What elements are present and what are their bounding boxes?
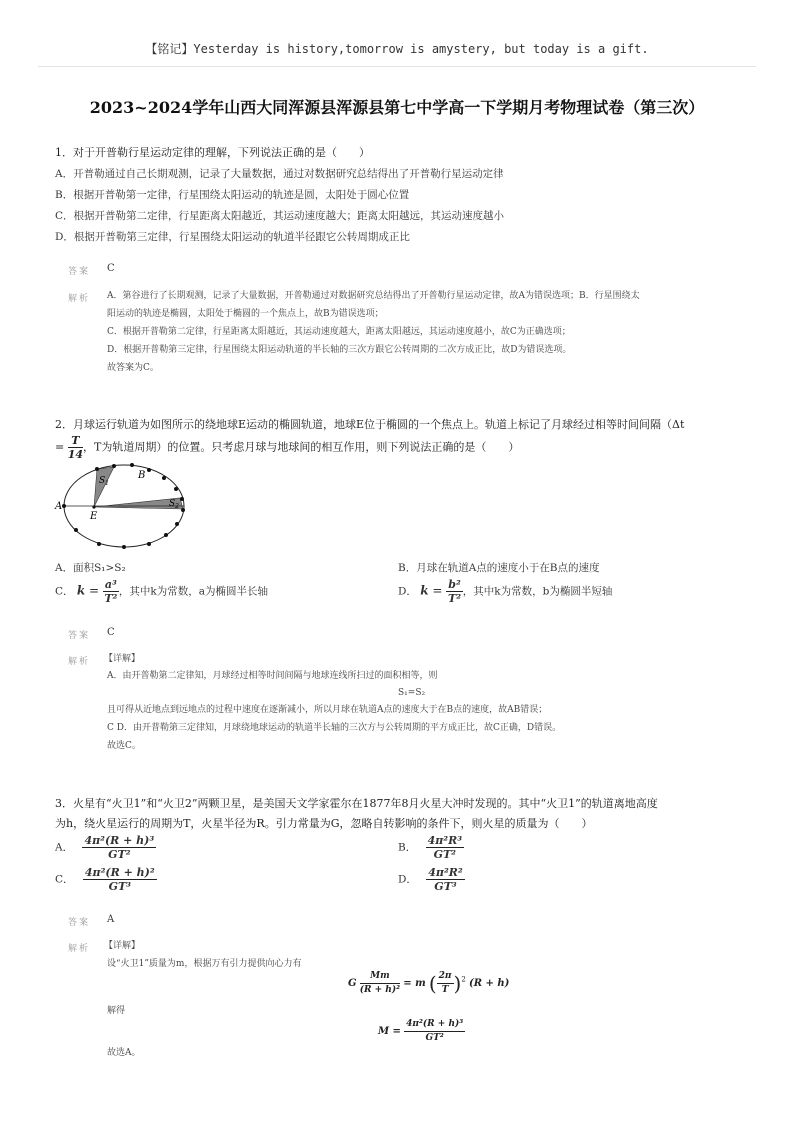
- q3-stem-line1: 3．火星有“火卫1”和“火卫2”两颗卫星，是美国天文学家霍尔在1877年8月火星大冲时发现的。其中“火卫1”的轨道离地高度: [55, 797, 658, 810]
- q1-analysis-line: A．第谷进行了长期观测，记录了大量数据，开普勒通过对数据研究总结得出了开普勒行星运动定律，故A为错误选项；B．行星围绕太: [107, 291, 640, 301]
- q2-stem-line2: = $\frac{T}{14}$ ，T为轨道周期）的位置。只考虑月球与地球间的相互作用，则下列说法正确的是（ ）: [55, 434, 520, 461]
- page-title: 2023~2024学年山西大同浑源县浑源县第七中学高一下学期月考物理试卷（第三次）: [89, 98, 705, 117]
- q2-option-b: B．月球在轨道A点的速度小于在B点的速度: [398, 562, 600, 574]
- area-s1: [94, 467, 114, 507]
- q2-analysis-tag: 解析: [68, 657, 91, 667]
- q2-option-d: D． k = $\frac{\text{b²}}{\text{T²}}$ ，其中k为常数，b为椭圆半短轴: [398, 578, 613, 605]
- q1-answer-tag: 答案: [68, 267, 91, 277]
- q1-answer: C: [107, 263, 115, 274]
- q1-analysis-line: 阳运动的轨迹是椭圆，太阳处于椭圆的一个焦点上，故B为错误选项；: [107, 309, 384, 319]
- q1-analysis-line: 故答案为C。: [107, 363, 159, 373]
- q2-option-a: A．面积S₁>S₂: [55, 562, 126, 574]
- label-s1: $S_1$: [99, 476, 109, 487]
- q2-frac-num: T: [68, 434, 83, 448]
- q3-option-b: B． $\frac{\text{4π²R³}}{\text{GT²}}$: [398, 834, 463, 861]
- earth-focus: [92, 505, 95, 508]
- q1-analysis-tag: 解析: [68, 294, 91, 304]
- q3-analysis-line: 设“火卫1”质量为m，根据万有引力提供向心力有: [107, 959, 302, 969]
- q1-option-a: A．开普勒通过自己长期观测，记录了大量数据，通过对数据研究总结得出了开普勒行星运动定律: [55, 168, 504, 180]
- label-b: B: [138, 470, 146, 481]
- q3-option-d: D． $\frac{\text{4π²R²}}{\text{GT³}}$: [398, 866, 463, 893]
- label-s2: $S_2$: [169, 499, 179, 510]
- q2-option-c: C． k = $\frac{\text{a³}}{\text{T²}}$ ，其中k为常数，a为椭圆半长轴: [55, 578, 268, 605]
- q2-analysis-eq: S₁=S₂: [398, 688, 426, 698]
- orbit-diagram: [54, 458, 204, 554]
- q3-equation-1: G $\frac{Mm}{\text{(R + h)²}}$ = m ( $\frac{2\pi}{T}$ )$^2$ (R + h): [348, 971, 510, 996]
- label-a: A: [55, 501, 63, 512]
- q1-option-c: C．根据开普勒第二定律，行星距离太阳越近，其运动速度越大；距离太阳越远，其运动速度越小: [55, 210, 505, 222]
- q3-analysis-line: 故选A。: [107, 1048, 141, 1058]
- q2-stem-line1: 2．月球运行轨道为如图所示的绕地球E运动的椭圆轨道，地球E位于椭圆的一个焦点上。轨道上标记了月球经过相等时间间隔（Δt: [55, 418, 685, 431]
- q2-analysis-line: 且可得从近地点到远地点的过程中速度在逐渐减小，所以月球在轨道A点的速度大于在B点的速度，故AB错误；: [107, 705, 548, 715]
- q3-option-a: A． $\frac{\text{4π²(R + h)³}}{\text{GT²}}$: [55, 834, 155, 861]
- q2-analysis-line: C D．由开普勒第三定律知，月球绕地球运动的轨道半长轴的三次方与公转周期的平方成正比，故C正确，D错误。: [107, 723, 562, 733]
- q1-option-d: D．根据开普勒第三定律，行星围绕太阳运动的轨道半径跟它公转周期成正比: [55, 231, 410, 243]
- q3-answer-tag: 答案: [68, 918, 91, 928]
- q3-stem-line2: 为h，绕火星运行的周期为T，火星半径为R。引力常量为G，忽略自转影响的条件下，则火星的质量为（ ）: [55, 817, 593, 830]
- q1-analysis-line: D．根据开普勒第三定律，行星围绕太阳运动轨道的半长轴的三次方跟它公转周期的二次方成正比，故D为错误选项。: [107, 345, 572, 355]
- label-e: E: [90, 511, 98, 522]
- q1-stem: 1．对于开普勒行星运动定律的理解，下列说法正确的是（ ）: [55, 146, 370, 159]
- q3-answer: A: [107, 914, 115, 925]
- q2-analysis-line: 故选C。: [107, 741, 141, 751]
- q2-frac-den: 14: [67, 448, 84, 461]
- q3-option-c: C． $\frac{\text{4π²(R + h)²}}{\text{GT³}}$: [55, 866, 155, 893]
- q3-detail-tag: 【详解】: [104, 941, 141, 951]
- q2-detail-tag: 【详解】: [104, 654, 141, 664]
- q3-analysis-tag: 解析: [68, 944, 91, 954]
- q1-option-b: B．根据开普勒第一定律，行星围绕太阳运动的轨迹是圆，太阳处于圆心位置: [55, 189, 410, 201]
- q1-analysis-line: C．根据开普勒第二定律，行星距离太阳越近，其运动速度越大，距离太阳越远，其运动速度越小，故C为正确选项；: [107, 327, 571, 337]
- q2-analysis-line: A．由开普勒第二定律知，月球经过相等时间间隔与地球连线所扫过的面积相等，则: [107, 671, 438, 681]
- q3-equation-2: M = $\frac{\text{4π²(R + h)³}}{\text{GT²}}$: [378, 1019, 464, 1043]
- q2-answer-tag: 答案: [68, 631, 91, 641]
- q3-analysis-line: 解得: [107, 1006, 126, 1016]
- header-divider: [38, 66, 756, 67]
- q2-answer: C: [107, 627, 115, 638]
- motto: 【铭记】Yesterday is history,tomorrow is amystery, but today is a gift.: [145, 42, 649, 56]
